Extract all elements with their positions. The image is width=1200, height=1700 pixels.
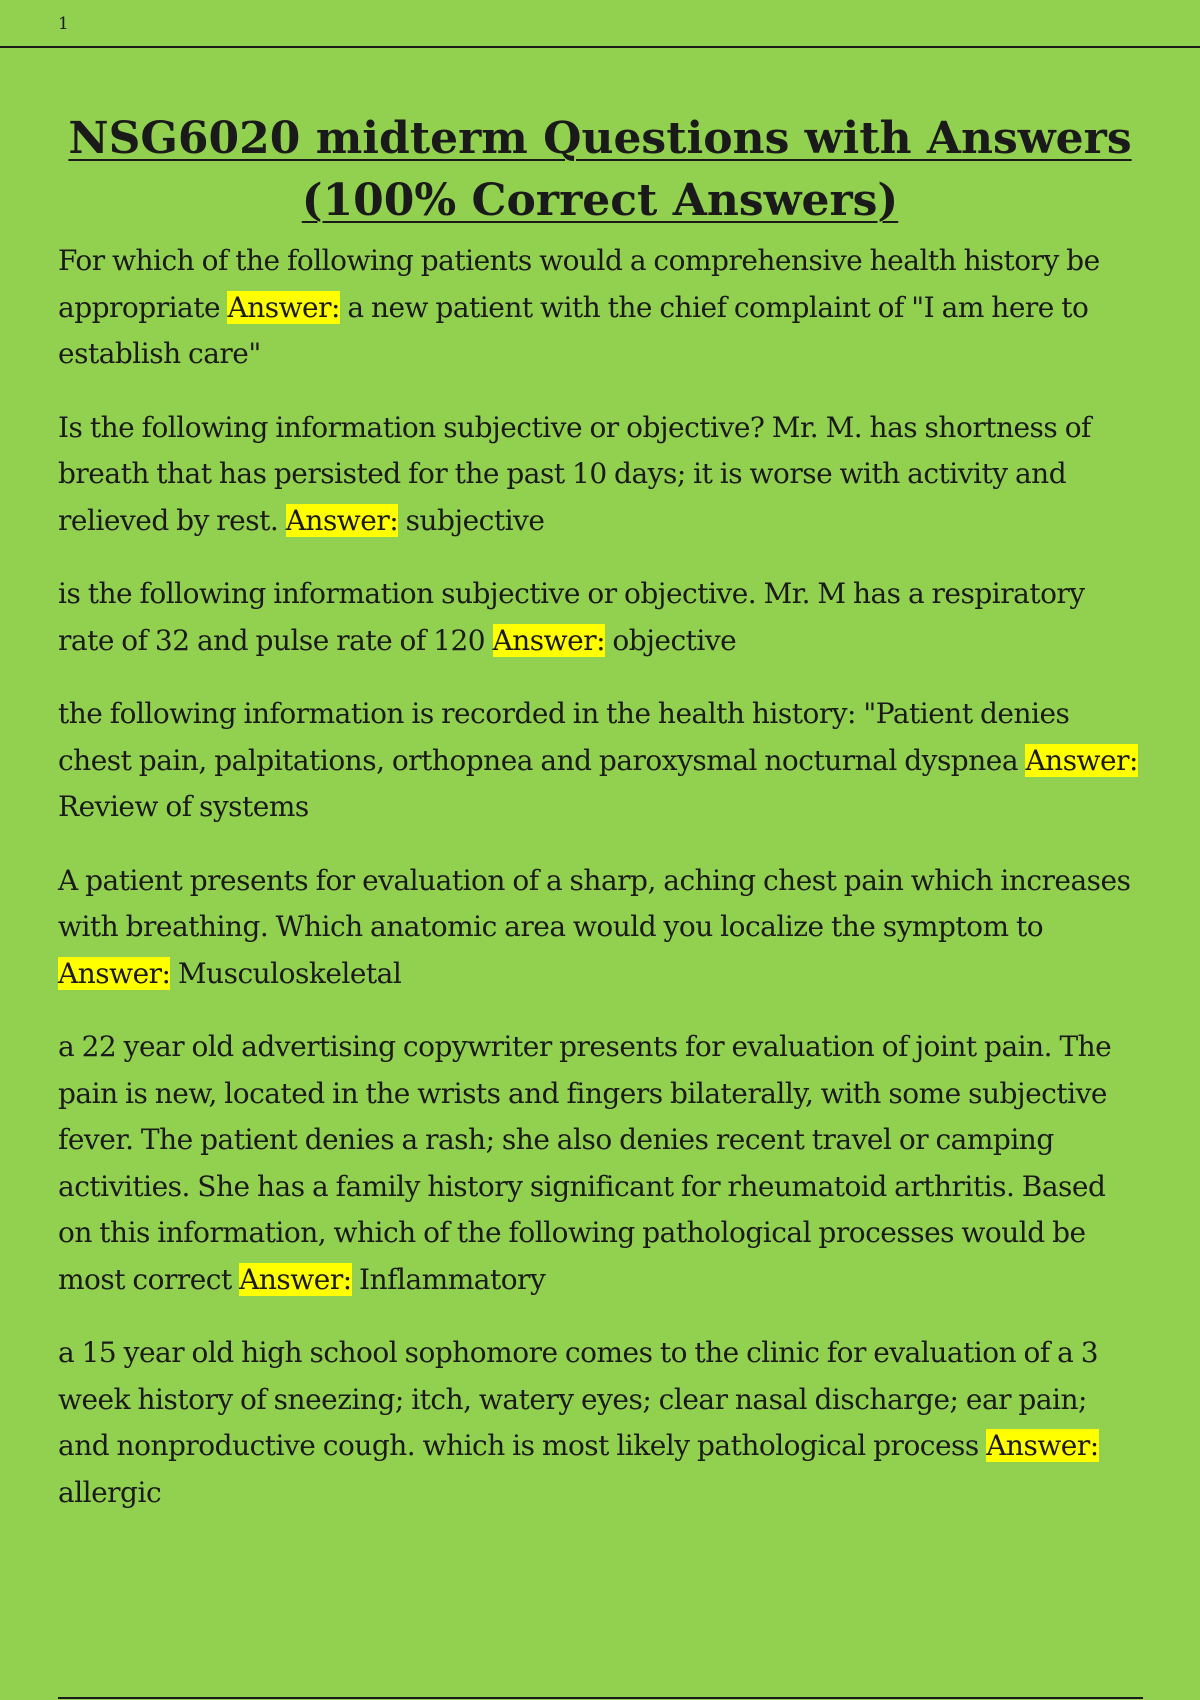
question-text: Is the following information subjective or objective? Mr. M. has shortness of breath that has persisted for the past 10 days; it is worse with activity and relieved by rest. (58, 410, 1091, 537)
answer-label: Answer: (58, 956, 171, 990)
question-text: A patient presents for evaluation of a sharp, aching chest pain which increases with breathing. Which anatomic area would you localize the symptom to (58, 863, 1131, 943)
qa-item-5 (58, 858, 1138, 998)
qa-item-3 (58, 571, 1138, 664)
answer-text: allergic (58, 1475, 162, 1509)
footer-rule (58, 1697, 1143, 1699)
answer-text: subjective (405, 503, 545, 537)
answer-label: Answer: (1025, 743, 1138, 777)
answer-text: Inflammatory (359, 1262, 546, 1296)
question-text: a 15 year old high school sophomore comes to the clinic for evaluation of a 3 week history of sneezing; itch, watery eyes; clear nasal discharge; ear pain; and nonproductive cough. which is most likely pathological process (58, 1336, 1099, 1462)
answer-label: Answer: (986, 1429, 1099, 1462)
question-text: a 22 year old advertising copywriter presents for evaluation of joint pain. The pain is new, located in the wrists and fingers bilaterally, with some subjective fever. The patient denies a rash; she also denies recent travel or camping activities. She has a family history significant for rheumatoid arthritis. Based on this information, which of the following pathological processes would be most correct (58, 1030, 1112, 1296)
answer-label: Answer: (492, 623, 606, 657)
page-header (0, 0, 1200, 48)
question-text: the following information is recorded in the health history: "Patient denies chest pain, palpitations, orthopnea and paroxysmal nocturnal dyspnea (58, 697, 1070, 777)
answer-label: Answer: (285, 503, 399, 537)
answer-text: Review of systems (58, 790, 309, 823)
qa-item-4 (58, 691, 1138, 831)
answer-text: Musculoskeletal (177, 956, 402, 990)
qa-item-2 (58, 405, 1138, 545)
answer-label: Answer: (227, 290, 340, 324)
qa-list (58, 238, 1138, 1543)
qa-item-1 (58, 238, 1138, 378)
answer-text: objective (612, 623, 737, 657)
answer-text: a new patient with the chief complaint of "I am here to establish care" (58, 290, 1089, 370)
question-text: For which of the following patients would a comprehensive health history be appropriate (58, 244, 1100, 324)
document-title: NSG6020 midterm Questions with Answers (100% Correct Answers) (68, 113, 1132, 226)
question-text: is the following information subjective or objective. Mr. M has a respiratory rate of 32 and pulse rate of 120 (58, 577, 1085, 657)
page-number: 1 (58, 14, 69, 34)
qa-item-6 (58, 1024, 1138, 1303)
answer-label: Answer: (239, 1262, 352, 1296)
qa-item-7 (58, 1330, 1138, 1516)
